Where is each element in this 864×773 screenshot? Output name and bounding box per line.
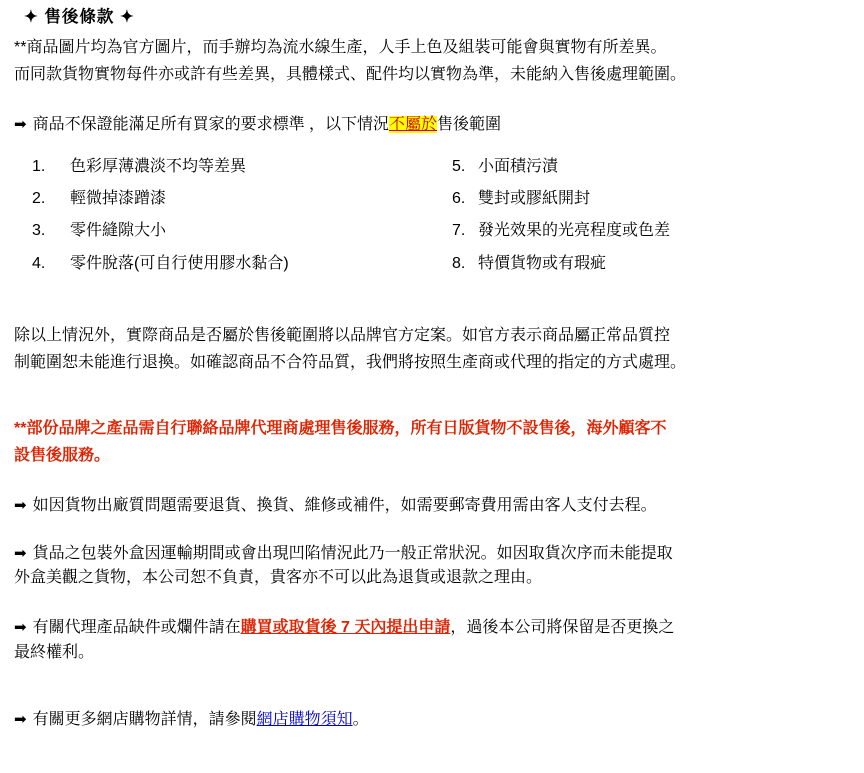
spacer: [14, 667, 850, 707]
not-covered-notice: [14, 112, 850, 138]
exclusion-list-left-column: [14, 155, 432, 284]
list-item: [14, 155, 432, 178]
list-item: [14, 187, 432, 210]
spacer: [14, 519, 850, 541]
list-item-label: 色彩厚薄濃淡不均等差異: [70, 158, 247, 176]
agent-notice-line-2: 設售後服務。: [14, 447, 111, 465]
list-item-label: 輕微掉漆蹭漆: [70, 190, 167, 208]
intro-line-1: **商品圖片均為官方圖片，而手辦均為流水線生產，人手上色及組裝可能會與實物有所差異。: [14, 38, 667, 56]
packaging-bullet: [14, 541, 850, 567]
title-right-ornament-icon: ✦: [120, 8, 135, 26]
list-item-label: 雙封或膠紙開封: [478, 190, 591, 208]
parts-claim-line-2: 最終權利。: [14, 643, 95, 661]
shipping-cost-text: 如因貨物出廠質問題需要退貨、換貨、維修或補件，如需要郵寄費用需由客人支付去程。: [32, 497, 657, 515]
shipping-cost-bullet: [14, 493, 850, 519]
arrow-icon: ➡: [14, 497, 27, 515]
arrow-icon: ➡: [14, 115, 27, 133]
intro-line-2: 而同款貨物實物每件亦或許有些差異，具體樣式、配件均以實物為準，未能納入售後處理範圍。: [14, 65, 687, 83]
list-item-number: 5.: [452, 158, 466, 176]
list-item: [14, 252, 432, 275]
agent-notice-line-1: **部份品牌之產品需自行聯絡品牌代理商處理售後服務，所有日版貨物不設售後，海外顧客不: [14, 420, 667, 438]
page-title: [24, 6, 850, 30]
list-item-label: 特價貨物或有瑕疵: [478, 254, 607, 272]
list-item: [444, 219, 850, 242]
list-item-label: 零件脫落(可自行使用膠水黏合): [70, 254, 289, 272]
spacer: [14, 471, 850, 493]
list-item-label: 小面積污漬: [478, 158, 559, 176]
more-info-before: 有關更多網店購物詳情，請參閱: [32, 711, 257, 729]
list-item: [444, 155, 850, 178]
parts-claim-bullet: [14, 615, 850, 641]
not-covered-before: 商品不保證能滿足所有買家的要求標準 ，以下情況: [32, 115, 390, 133]
title-text: 售後條款: [44, 8, 115, 26]
packaging-text-line-1: 貨品之包裝外盒因運輸期間或會出現凹陷情況此乃一般正常狀況。如因取貨次序而未能提取: [32, 544, 673, 562]
arrow-icon: ➡: [14, 711, 27, 729]
list-item: [14, 219, 432, 242]
list-item: [444, 187, 850, 210]
arrow-icon: ➡: [14, 619, 27, 637]
parts-claim-before: 有關代理產品缺件或爛件請在: [32, 619, 241, 637]
more-info-bullet: [14, 707, 850, 733]
parts-claim-highlight: 購買或取貨後 7 天內提出申請: [240, 619, 451, 637]
list-item-number: 3.: [32, 222, 46, 240]
list-item-number: 2.: [32, 190, 46, 208]
more-info-after: 。: [352, 711, 369, 729]
list-item-label: 發光效果的光亮程度或色差: [478, 222, 671, 240]
policy-paragraph-line-1: 除以上情況外，實際商品是否屬於售後範圍將以品牌官方定案。如官方表示商品屬正常品質控: [14, 326, 671, 344]
list-item-number: 7.: [452, 222, 466, 240]
shopping-guide-link[interactable]: 網店購物須知: [256, 711, 353, 729]
policy-paragraph-line-2: 制範圍恕未能進行退換。如確認商品不合符品質，我們將按照生產商或代理的指定的方式處理。: [14, 353, 687, 371]
list-item-number: 1.: [32, 158, 46, 176]
parts-claim-after: ，過後本公司將保留是否更換之: [450, 619, 675, 637]
list-item-number: 4.: [32, 254, 46, 272]
not-covered-after: 售後範圍: [437, 115, 502, 133]
arrow-icon: ➡: [14, 544, 27, 562]
packaging-text-line-2: 外盒美觀之貨物，本公司恕不負責，貴客亦不可以此為退貨或退款之理由。: [14, 569, 543, 587]
list-item-number: 8.: [452, 254, 466, 272]
spacer: [14, 90, 850, 112]
spacer: [14, 593, 850, 615]
spacer: [14, 377, 850, 417]
exclusion-list-right-column: [432, 155, 850, 284]
list-item-label: 零件縫隙大小: [70, 222, 167, 240]
list-item-number: 6.: [452, 190, 466, 208]
exclusion-list: [14, 155, 850, 284]
spacer: [14, 284, 850, 324]
not-covered-highlight: 不屬於: [389, 115, 438, 133]
list-item: [444, 252, 850, 275]
title-left-ornament-icon: ✦: [24, 8, 39, 26]
